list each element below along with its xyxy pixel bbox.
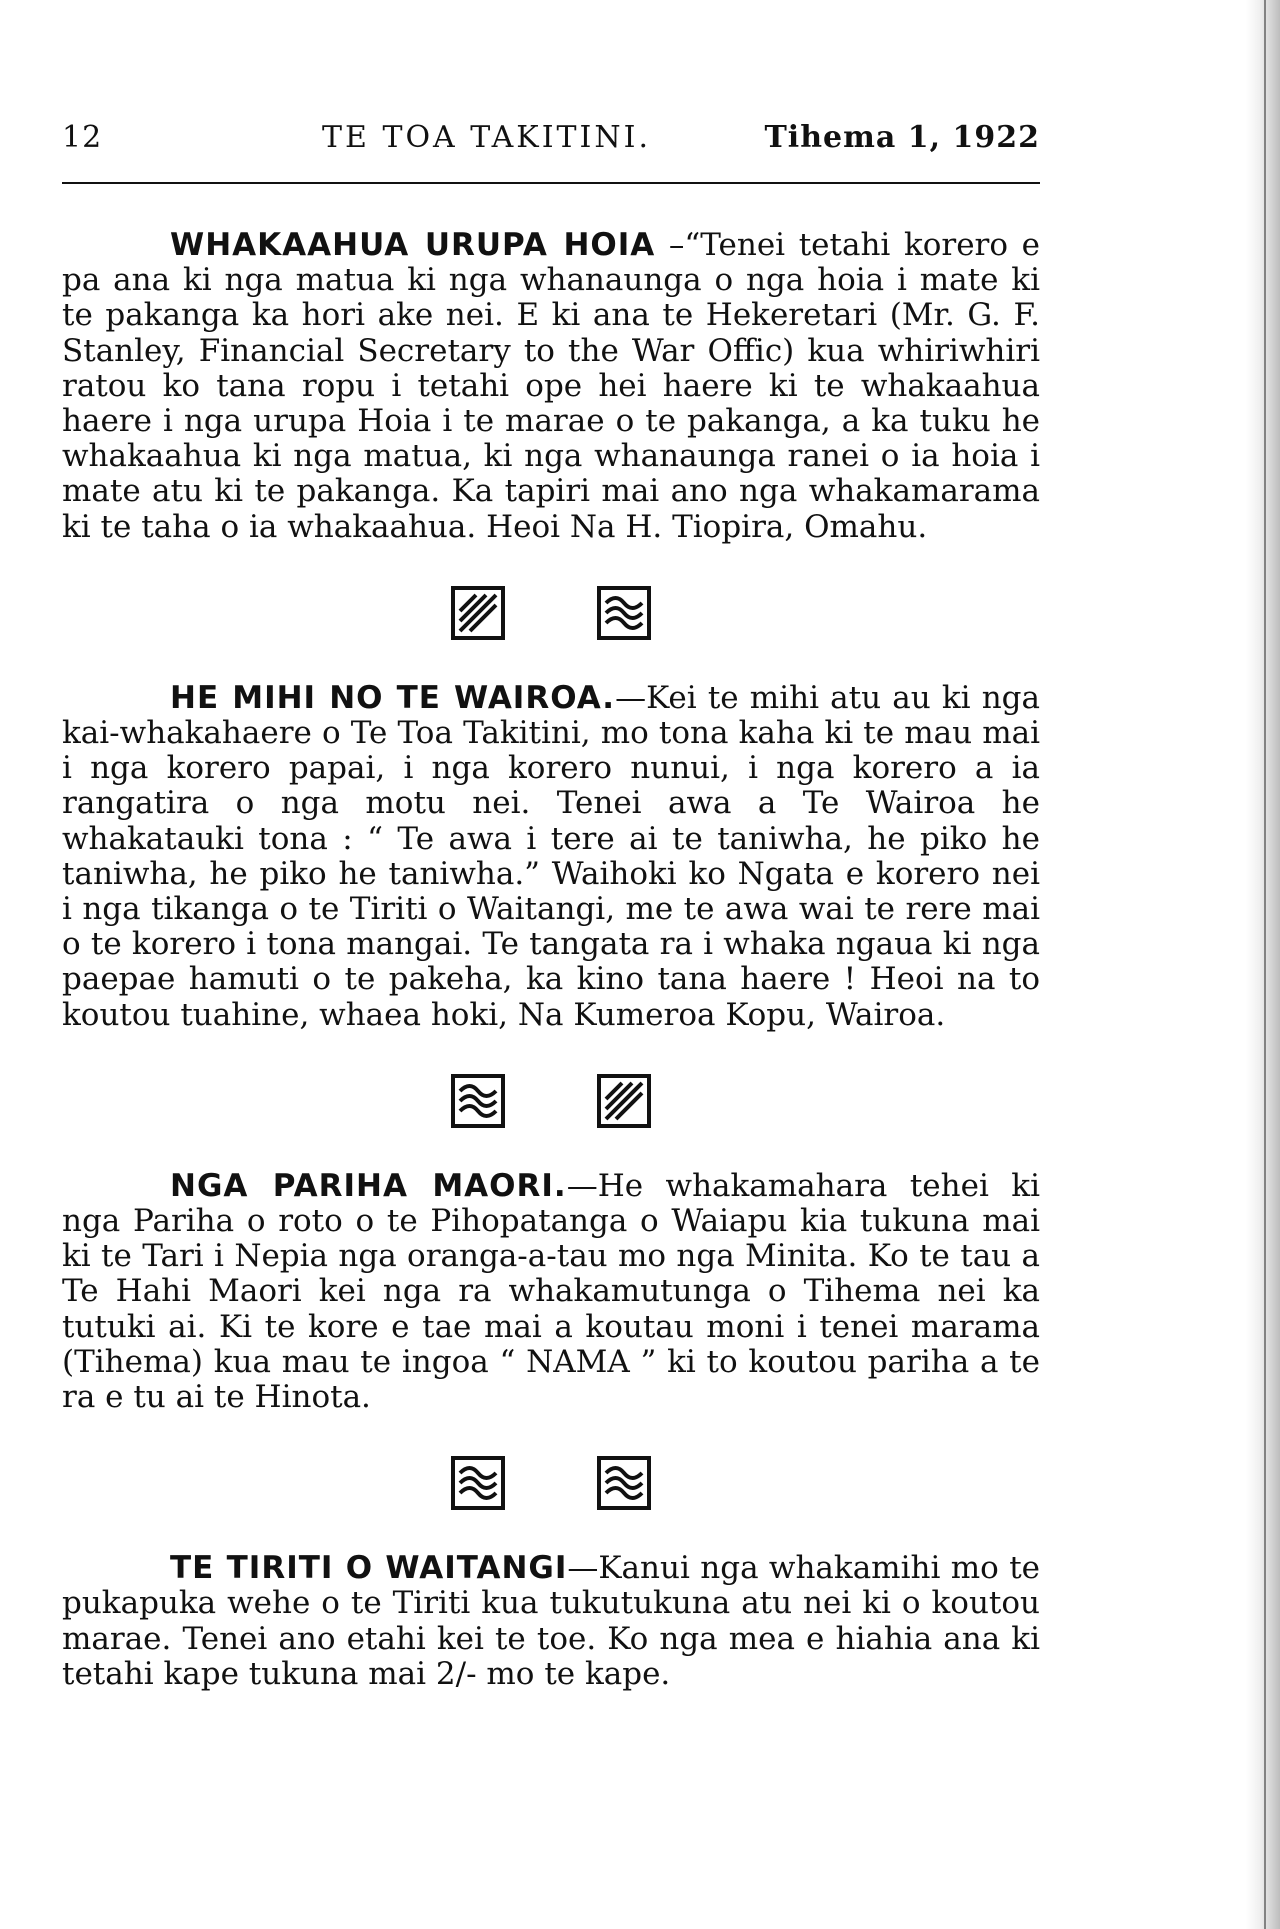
- page: [62, 120, 1040, 1692]
- ornament-wave-icon: [450, 1073, 506, 1129]
- ornament-wave-icon: [596, 585, 652, 641]
- ornament-wave-icon: [450, 1455, 506, 1511]
- ornament-diagonal-icon: [450, 585, 506, 641]
- publication-title: TE TOA TAKITINI.: [322, 120, 652, 155]
- ornament-divider: [62, 545, 1040, 681]
- article-heading: NGA PARIHA MAORI.: [170, 1167, 567, 1204]
- ornament-diagonal-icon: [596, 1073, 652, 1129]
- article-nga-pariha-maori: [62, 1169, 1040, 1415]
- page-edge-line: [1264, 0, 1266, 1929]
- ornament-divider: [62, 1033, 1040, 1169]
- article-whakaahua-urupa-hoia: [62, 228, 1040, 545]
- issue-date: Tihema 1, 1922: [764, 120, 1040, 155]
- article-body: —Kanui nga whakamihi mo te pukapuka wehe o te Tiriti kua tukutukuna atu nei ki o koutou marae. Tenei ano etahi kei te toe. Ko nga mea e hiahia ana ki tetahi kape tukuna mai 2/- mo te kape.: [62, 1550, 1040, 1692]
- article-body: –“Tenei tetahi korero e pa ana ki nga matua ki nga whanaunga o nga hoia i mate ki te pakanga ka hori ake nei. E ki ana te Hekeretari (Mr. G. F. Stanley, Financial Secretary to the War Offic) kua whiriwhiri ratou ko tana ropu i tetahi ope hei haere ki te whakaahua haere i nga urupa Hoia i te marae o te pakanga, a ka tuku he whakaahua ki nga matua, ki nga whanaunga ranei o ia hoia i mate atu ki te pakanga. Ka tapiri mai ano nga whakamarama ki te taha o ia whakaahua. Heoi Na H. Tiopira, Omahu.: [62, 227, 1040, 545]
- ornament-divider: [62, 1415, 1040, 1551]
- article-body: —He whakamahara tehei ki nga Pariha o roto o te Pihopatanga o Waiapu kia tukuna mai ki te Tari i Nepia nga oranga-a-tau mo nga Minita. Ko te tau a Te Hahi Maori kei nga ra whakamutunga o Tihema nei ka tutuki ai. Ki te kore e tae mai a koutau moni i tenei marama (Tihema) kua mau te ingoa “ NAMA ” ki to koutou pariha a te ra e tu ai te Hinota.: [62, 1167, 1040, 1416]
- article-heading: HE MIHI NO TE WAIROA.: [170, 679, 616, 716]
- page-number: 12: [62, 120, 103, 155]
- header-rule: [62, 182, 1040, 184]
- article-heading: TE TIRITI O WAITANGI: [170, 1550, 568, 1587]
- article-te-tiriti-o-waitangi: [62, 1551, 1040, 1692]
- article-heading: WHAKAAHUA URUPA HOIA: [170, 227, 656, 263]
- page-edge-shadow: [1246, 0, 1280, 1929]
- page-content: [62, 228, 1040, 1692]
- ornament-wave-icon: [596, 1455, 652, 1511]
- running-header: [62, 120, 1040, 168]
- article-body: —Kei te mihi atu au ki nga kai-whakahaere o Te Toa Takitini, mo tona kaha ki te mau mai i nga korero papai, i nga korero nunui, i nga korero a ia rangatira o nga motu nei. Tenei awa a Te Wairoa he whakatauki tona : “ Te awa i tere ai te taniwha, he piko he taniwha, he piko he taniwha.” Waihoki ko Ngata e korero nei i nga tikanga o te Tiriti o Waitangi, me te awa wai te rere mai o te korero i tona mangai. Te tangata ra i whaka ngaua ki nga paepae hamuti o te pakeha, ka kino tana haere ! Heoi na to koutou tuahine, whaea hoki, Na Kumeroa Kopu, Wairoa.: [62, 679, 1040, 1033]
- article-he-mihi-no-te-wairoa: [62, 681, 1040, 1033]
